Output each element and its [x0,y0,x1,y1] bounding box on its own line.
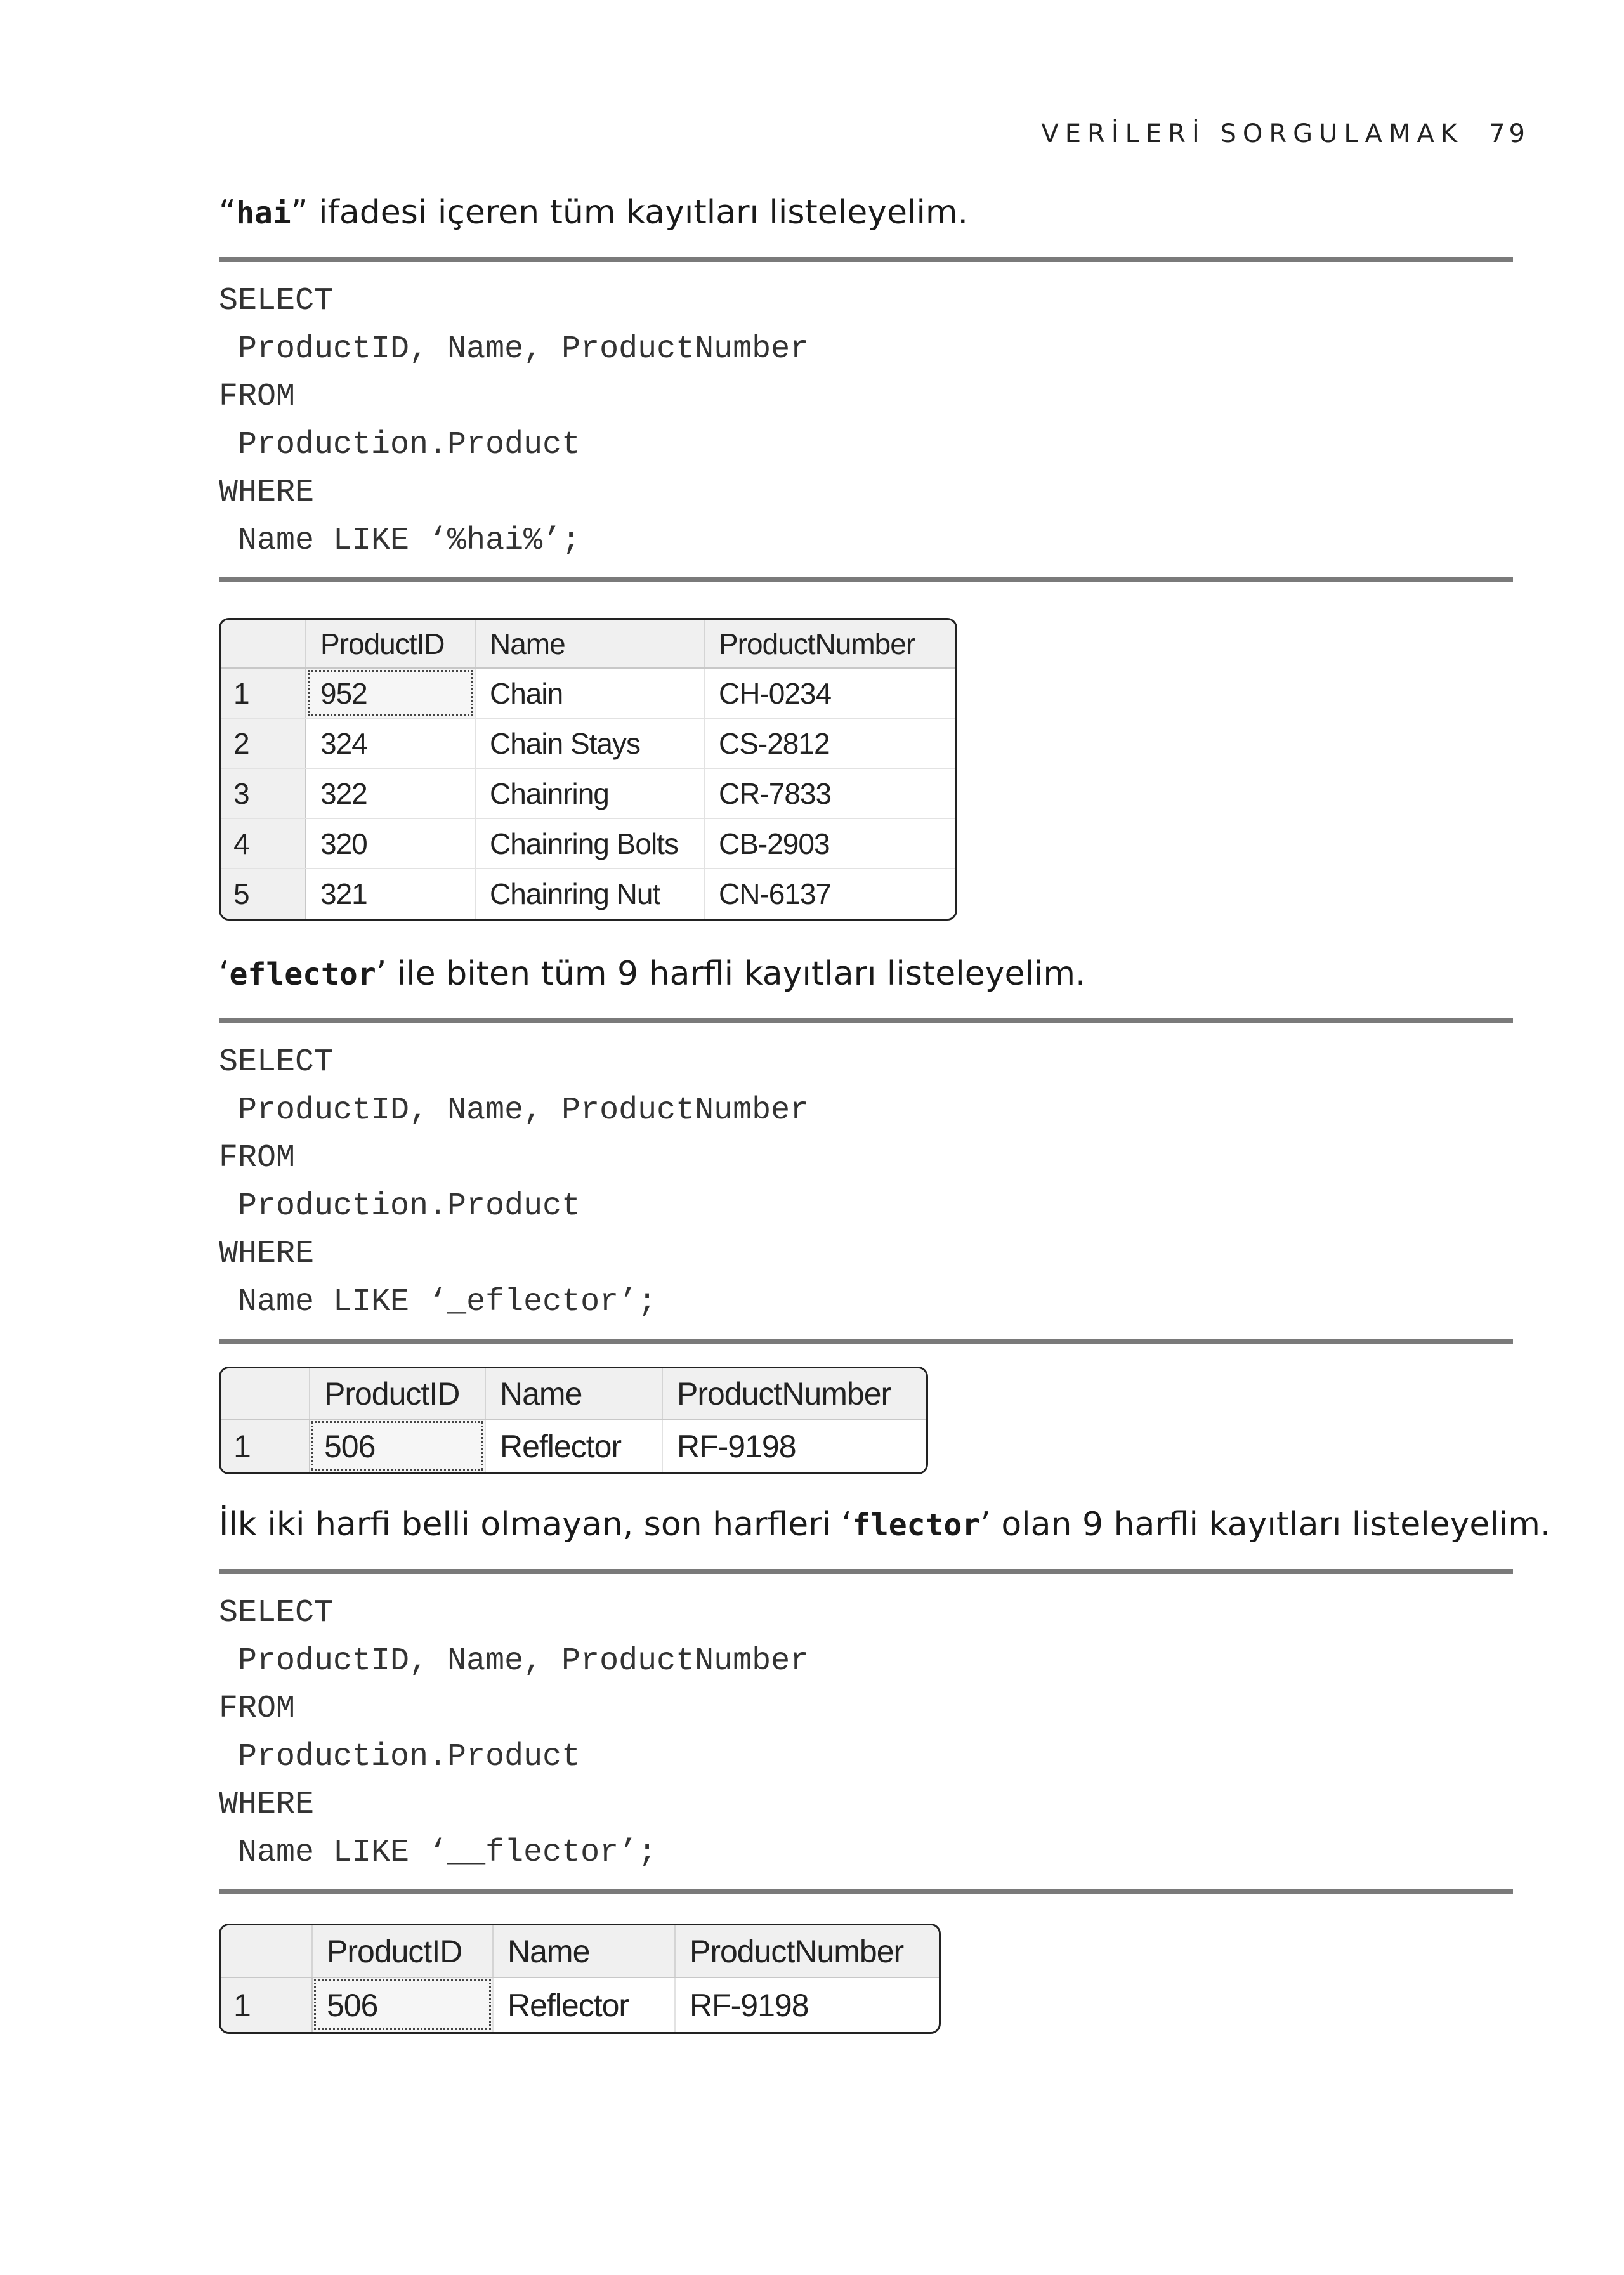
cell-productnumber[interactable]: CH-0234 [704,668,955,718]
cell-productid[interactable]: 952 [306,668,475,718]
cell-name[interactable]: Chainring Bolts [475,818,704,869]
cell-productnumber[interactable]: CB-2903 [704,818,955,869]
page-number: 79 [1489,119,1529,148]
header-row [221,1368,926,1419]
row-number: 1 [221,1419,310,1472]
row-number: 3 [221,768,306,818]
running-title: VERİLERİ SORGULAMAK [1041,119,1464,148]
results-table [221,1368,926,1472]
column-header-name[interactable]: Name [475,620,704,668]
row-number: 4 [221,818,306,869]
cell-productnumber[interactable]: CN-6137 [719,877,832,910]
sql-code-block: SELECT ProductID, Name, ProductNumber FROM Production.Product WHERE Name LIKE ‘__flector’; [219,1595,809,1871]
column-header-productid[interactable]: ProductID [306,620,475,668]
cell-name[interactable]: Chainring [475,768,704,818]
cell-productid[interactable]: 320 [306,818,475,869]
rule-top [219,1569,1513,1574]
intro-text-suffix: ’ olan 9 harfli kayıtları listeleyelim. [980,1505,1551,1544]
results-grid [219,1924,941,2034]
running-header [1041,119,1529,148]
results-grid [219,618,957,921]
cell-productid[interactable]: 321 [306,869,475,919]
header-row [221,620,955,668]
sql-code-block: SELECT ProductID, Name, ProductNumber FROM Production.Product WHERE Name LIKE ‘_eflector’; [219,1044,809,1320]
cell-productid[interactable]: 322 [306,768,475,818]
rule-top [219,1018,1513,1023]
example-section-flector [219,1502,1551,2037]
results-table [221,1925,939,2032]
row-number-header [221,1925,312,1977]
rule-bottom [219,577,1513,582]
table-row [221,869,955,919]
column-header-name[interactable]: Name [493,1925,675,1977]
cell-productnumber[interactable]: RF-9198 [677,1428,796,1464]
row-number: 1 [221,1977,312,2032]
cell-name[interactable]: Chain [475,668,704,718]
column-header-productid[interactable]: ProductID [310,1368,485,1419]
intro-paragraph [219,190,1513,235]
column-header-productid[interactable]: ProductID [312,1925,493,1977]
intro-text-suffix: ’ ile biten tüm 9 harfli kayıtları listeleyelim. [376,955,1086,993]
cell-productid[interactable]: 324 [306,718,475,768]
table-row [221,668,955,718]
intro-paragraph [219,1502,1551,1547]
column-header-name[interactable]: Name [485,1368,662,1419]
table-row [221,1977,939,2032]
row-number: 1 [221,668,306,718]
column-header-productnumber[interactable]: ProductNumber [662,1368,926,1419]
column-header-productnumber[interactable]: ProductNumber [704,620,955,668]
cell-name[interactable]: Chainring Nut [475,869,704,919]
table-row [221,718,955,768]
inline-code: eflector [229,957,376,992]
cell-name[interactable]: Chain Stays [475,718,704,768]
row-number: 2 [221,718,306,768]
table-row [221,818,955,869]
intro-text-prefix: “ [219,193,236,232]
rule-bottom [219,1889,1513,1894]
intro-paragraph [219,952,1513,997]
intro-text-prefix: İlk iki harfi belli olmayan, son harfleri ‘ [219,1505,852,1544]
row-number-header [221,1368,310,1419]
results-grid [219,1367,928,1474]
inline-code: flector [851,1507,981,1543]
rule-top [219,257,1513,262]
cell-name[interactable]: Reflector [493,1977,675,2032]
rule-bottom [219,1339,1513,1344]
cell-productnumber[interactable]: CR-7833 [704,768,955,818]
row-number: 5 [221,869,306,919]
cell-productnumber[interactable]: RF-9198 [690,1987,809,2023]
table-row [221,1419,926,1472]
table-row [221,768,955,818]
example-section-eflector [219,952,1513,1478]
cell-productnumber[interactable]: CS-2812 [704,718,955,768]
column-header-productnumber[interactable]: ProductNumber [675,1925,939,1977]
cell-productid[interactable]: 506 [310,1419,485,1472]
row-number-header [221,620,306,668]
intro-text-prefix: ‘ [219,955,230,993]
cell-name[interactable]: Reflector [485,1419,662,1472]
cell-productid[interactable]: 506 [312,1977,493,2032]
inline-code: hai [235,195,291,231]
sql-code-block: SELECT ProductID, Name, ProductNumber FROM Production.Product WHERE Name LIKE ‘%hai%’; [219,283,809,559]
results-table [221,620,955,919]
example-section-hai [219,190,1513,924]
intro-text-suffix: ” ifadesi içeren tüm kayıtları listeleyelim. [291,193,969,232]
header-row [221,1925,939,1977]
